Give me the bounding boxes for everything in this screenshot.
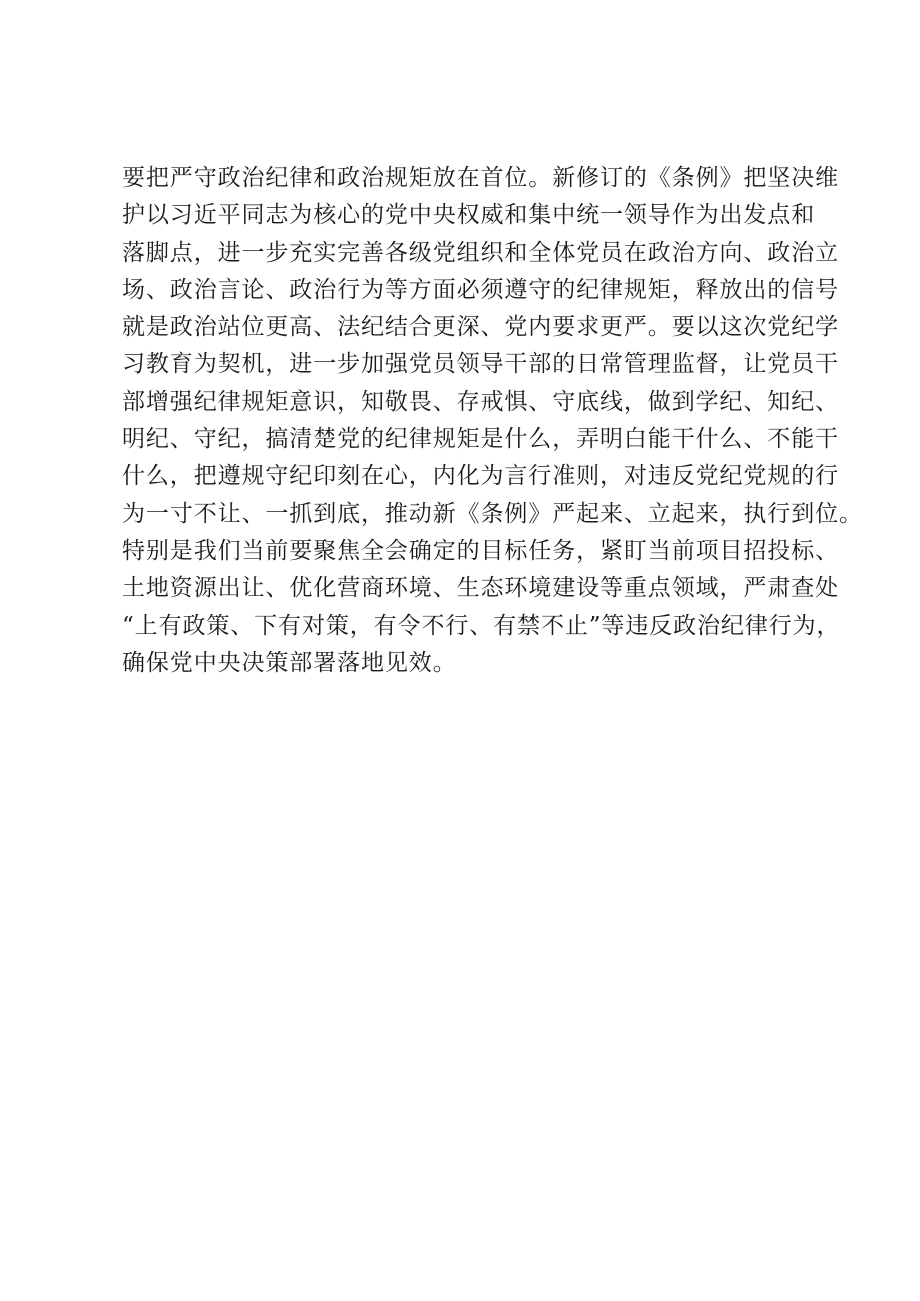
text-line: 要把严守政治纪律和政治规矩放在首位。新修订的《条例》把坚决维: [122, 165, 839, 191]
text-line: “上有政策、下有对策，有令不行、有禁不止”等违反政治纪律行为，: [122, 612, 841, 639]
text-line: 明纪、守纪，搞清楚党的纪律规矩是什么，弄明白能干什么、不能干: [122, 426, 839, 453]
text-line: 部增强纪律规矩意识，知敬畏、存戒惧、守底线，做到学纪、知纪、: [122, 388, 839, 415]
body-paragraph: [122, 160, 863, 682]
text-line: 落脚点，进一步充实完善各级党组织和全体党员在政治方向、政治立: [122, 239, 839, 266]
text-line: 特别是我们当前要聚焦全会确定的目标任务，紧盯当前项目招投标、: [122, 537, 839, 564]
text-line: 就是政治站位更高、法纪结合更深、党内要求更严。要以这次党纪学: [122, 314, 839, 341]
text-line: 什么，把遵规守纪印刻在心，内化为言行准则，对违反党纪党规的行: [122, 463, 839, 490]
text-line: 土地资源出让、优化营商环境、生态环境建设等重点领域，严肃查处: [122, 575, 839, 602]
text-line: 护以习近平同志为核心的党中央权威和集中统一领导作为出发点和: [122, 202, 816, 229]
text-line: 为一寸不让、一抓到底，推动新《条例》严起来、立起来，执行到位。: [122, 500, 863, 527]
text-line: 确保党中央决策部署落地见效。: [122, 649, 457, 676]
text-line: 习教育为契机，进一步加强党员领导干部的日常管理监督，让党员干: [122, 351, 839, 378]
text-line: 场、政治言论、政治行为等方面必须遵守的纪律规矩，释放出的信号: [122, 276, 839, 303]
